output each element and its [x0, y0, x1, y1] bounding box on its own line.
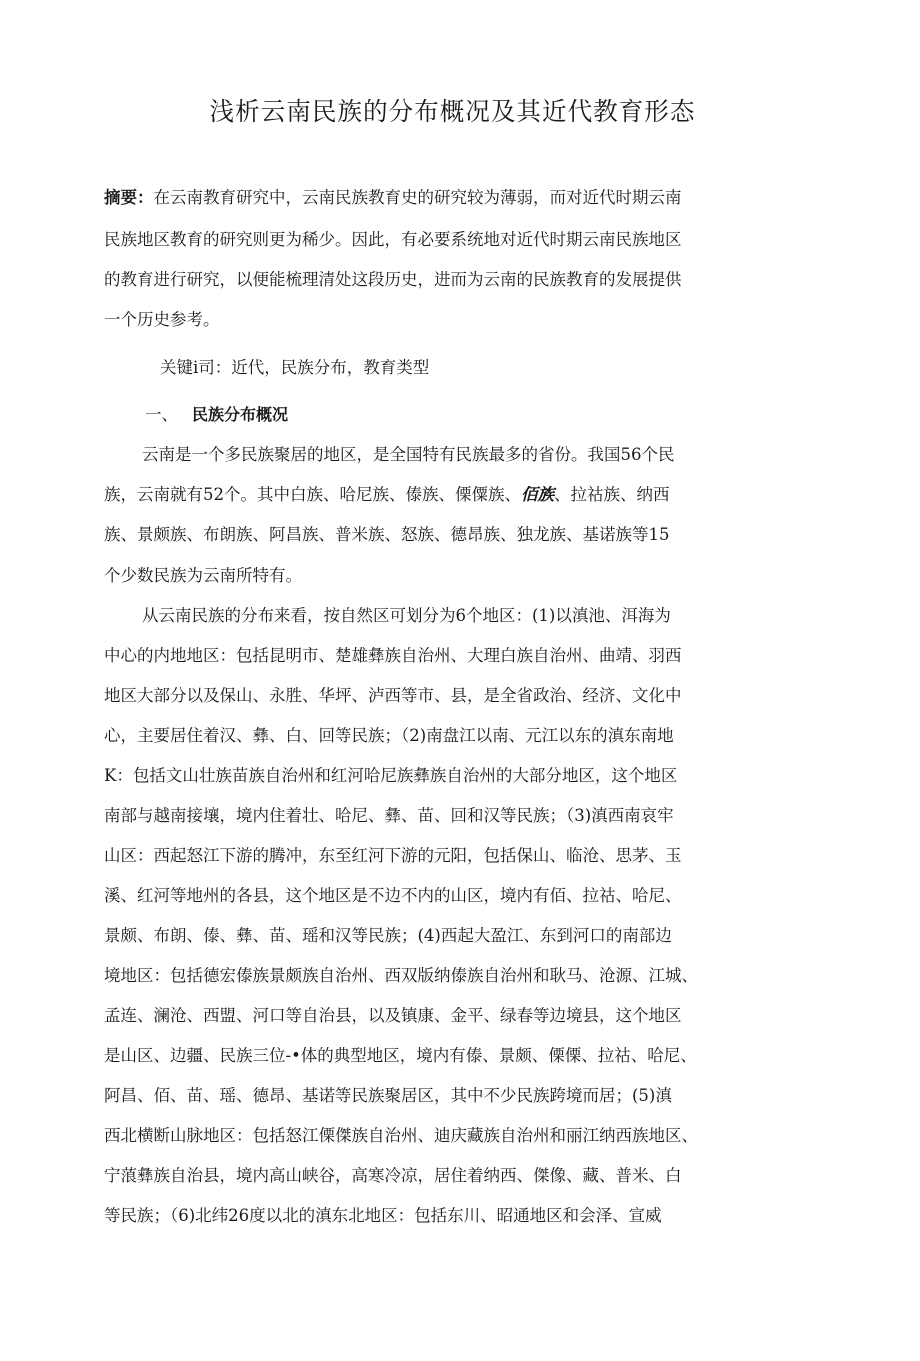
paragraph-2-line: 心，主要居住着汉、彝、白、回等民族；（2)南盘江以南、元江以东的滇东南地: [104, 726, 674, 745]
abstract-label: 摘要：: [104, 188, 154, 207]
paragraph-2-line: 景颇、布朗、傣、彝、苗、瑶和汉等民族；(4)西起大盈江、东到河口的南部边: [104, 926, 672, 945]
paragraph-2-line: 孟连、澜沧、西盟、河口等自治县，以及镇康、金平、绿春等边境县，这个地区: [104, 1006, 682, 1025]
paragraph-2-line: 山区：西起怒江下游的腾冲，东至红河下游的元阳，包括保山、临沧、思茅、玉: [104, 846, 682, 865]
section-title: 民族分布概况: [192, 405, 289, 424]
paragraph-2-line: 境地区：包括德宏傣族景颇族自治州、西双版纳傣族自治州和耿马、沧源、江城、: [104, 966, 698, 985]
document-title: 浅析云南民族的分布概况及其近代教育形态: [209, 97, 696, 126]
abstract-line-1: [104, 186, 682, 210]
paragraph-2-line: 等民族；（6)北纬26度以北的滇东北地区：包括东川、昭通地区和会泽、宣威: [104, 1206, 662, 1225]
paragraph-1-line-4: 个少数民族为云南所特有。: [104, 566, 302, 585]
abstract-text: 在云南教育研究中，云南民族教育史的研究较为薄弱，而对近代时期云南: [153, 188, 682, 207]
paragraph-2-line: 溪、红河等地州的各县，这个地区是不边不内的山区，境内有佰、拉祜、哈尼、: [104, 886, 682, 905]
p1-line2-part-a: 族，云南就有52个。其中白族、哈尼族、傣族、傈僳族、: [104, 485, 521, 504]
keywords-line: 关键i司：近代，民族分布，教育类型: [160, 358, 430, 377]
paragraph-2-line: 宁蒗彝族自治县，境内高山峡谷，高寒冷凉，居住着纳西、傑像、藏、普米、白: [104, 1166, 682, 1185]
paragraph-2-line: K：包括文山壮族苗族自治州和红河哈尼族彝族自治州的大部分地区，这个地区: [104, 766, 678, 785]
paragraph-1-line-2: [104, 483, 670, 507]
paragraph-1-line-3: 族、景颇族、布朗族、阿昌族、普米族、怒族、德昂族、独龙族、基诺族等15: [104, 525, 670, 544]
paragraph-2-line: 地区大部分以及保山、永胜、华坪、泸西等市、县，是全省政治、经济、文化中: [104, 686, 682, 705]
p1-line2-italic-term: 佰族: [521, 485, 554, 504]
abstract-line-3: 的教育进行研究，以便能梳理清处这段历史，进而为云南的民族教育的发展提供: [104, 270, 682, 289]
paragraph-2-line: 从云南民族的分布来看，按自然区可划分为6个地区：(1)以滇池、洱海为: [142, 606, 671, 625]
section-number: 一、: [145, 405, 178, 424]
p1-line2-part-c: 、拉祜族、纳西: [554, 485, 670, 504]
section-heading: [145, 403, 288, 427]
paragraph-1-line-1: 云南是一个多民族聚居的地区，是全国特有民族最多的省份。我国56个民: [142, 445, 675, 464]
paragraph-2-line: 西北横断山脉地区：包括怒江傈傑族自治州、迪庆藏族自治州和丽江纳西族地区、: [104, 1126, 698, 1145]
paragraph-2-line: 是山区、边疆、民族三位-•体的典型地区，境内有傣、景颇、傈傈、拉祜、哈尼、: [104, 1046, 697, 1065]
abstract-line-4: 一个历史参考。: [104, 310, 220, 329]
paragraph-2-line: 阿昌、佰、苗、瑶、德昂、基诺等民族聚居区，其中不少民族跨境而居；(5)滇: [104, 1086, 672, 1105]
abstract-line-2: 民族地区教育的研究则更为稀少。因此，有必要系统地对近代时期云南民族地区: [104, 230, 682, 249]
paragraph-2-line: 南部与越南接壤，境内住着壮、哈尼、彝、苗、回和汉等民族；（3)滇西南哀牢: [104, 806, 674, 825]
paragraph-2-line: 中心的内地地区：包括昆明市、楚雄彝族自治州、大理白族自治州、曲靖、羽西: [104, 646, 682, 665]
